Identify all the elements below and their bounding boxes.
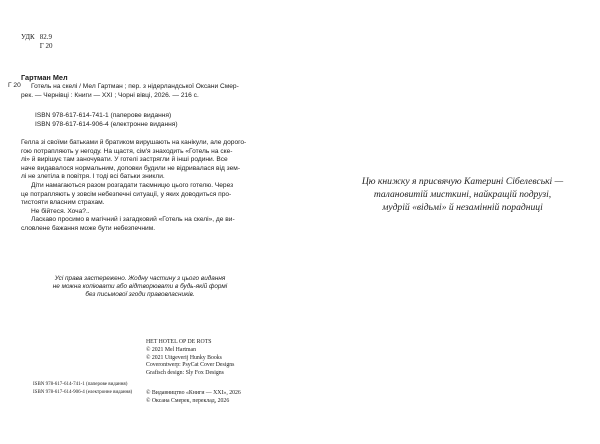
catalog-line: рек. — Чернівці : Книги — ХХІ ; Чорні вівці, 2026. — 216 с. xyxy=(21,92,199,99)
dedication: Цю книжку я присвячую Катерині Сібелевські — талановитій мисткині, найкращій подрузі, мудрій «відьмі» й незамінній порадниці xyxy=(361,176,564,214)
annotation-line: лі» й вирішує там заночувати. У готелі застрягли й інші родини. Все xyxy=(21,156,228,164)
annotation-line: гою потрапляють у негоду. На щастя, сім'я знаходить «Готель на ске- xyxy=(21,147,233,155)
annotation-line: це потрапляють у зовсім небезпечні ситуації, у яких доводиться про- xyxy=(21,190,232,198)
annotation-line: Діти намагаються разом розгадати таємницю цього готелю. Через xyxy=(31,181,234,189)
original-credits: HET HOTEL OP DE ROTS © 2021 Mel Hartman © 2021 Uitgeverij Hunky Books Coverontwerp: PsyCat Cover Designs Grafisch design: Sly Fox Designs xyxy=(146,339,235,377)
catalog-author: Гартман Мел xyxy=(21,73,68,82)
annotation-line: лі не злетіла в повітря. І тоді всі батьки зникли. xyxy=(21,173,165,181)
bbk-value: Г 20 xyxy=(39,42,53,50)
copyright: © Видавництво «Книги — ХХІ», 2026 © Оксана Смерек, переклад, 2026 xyxy=(146,390,241,404)
catalog-isbn xyxy=(35,111,178,129)
catalog-description xyxy=(21,82,249,100)
bottom-isbn: ISBN 978-617-614-741-1 (паперове видання) ISBN 978-617-614-906-4 (електронне видання) xyxy=(33,382,133,395)
annotation xyxy=(21,139,249,234)
annotation-line: Не бійтеся. Хоча?.. xyxy=(31,207,90,215)
original-title: HET HOTEL OP DE ROTS xyxy=(146,339,212,345)
catalog-line: Готель на скелі / Мел Гартман ; пер. з нідерландської Оксани Смер- xyxy=(31,83,239,90)
annotation-line: тистояти власним страхам. xyxy=(21,199,105,207)
isbn-ebook: ISBN 978-617-614-906-4 (електронне видання) xyxy=(35,121,178,128)
udk-value: 82.9 xyxy=(39,33,52,41)
udk-label: УДК xyxy=(21,33,35,41)
annotation-line: наче видавалося нормальним, доповки будили не відривалася від зем- xyxy=(21,164,241,172)
annotation-line: словлене бажання може бути небезпечним. xyxy=(21,224,156,232)
catalog-code: Г 20 xyxy=(8,82,21,89)
udk-block xyxy=(21,33,53,51)
isbn-print: ISBN 978-617-614-741-1 (паперове видання) xyxy=(35,112,172,119)
annotation-line: Гелла зі своїми батьками й братиком вирушають на канікули, але дорого- xyxy=(21,139,247,146)
annotation-line: Ласкаво просимо в магічний і загадковий «Готель на скелі», де ви- xyxy=(31,216,235,224)
rights-notice: Усі права застережено. Жодну частину з цього видання не можна копіювати або відтворювати в будь-якій формі без письмової згоди правовласників. xyxy=(52,275,228,299)
